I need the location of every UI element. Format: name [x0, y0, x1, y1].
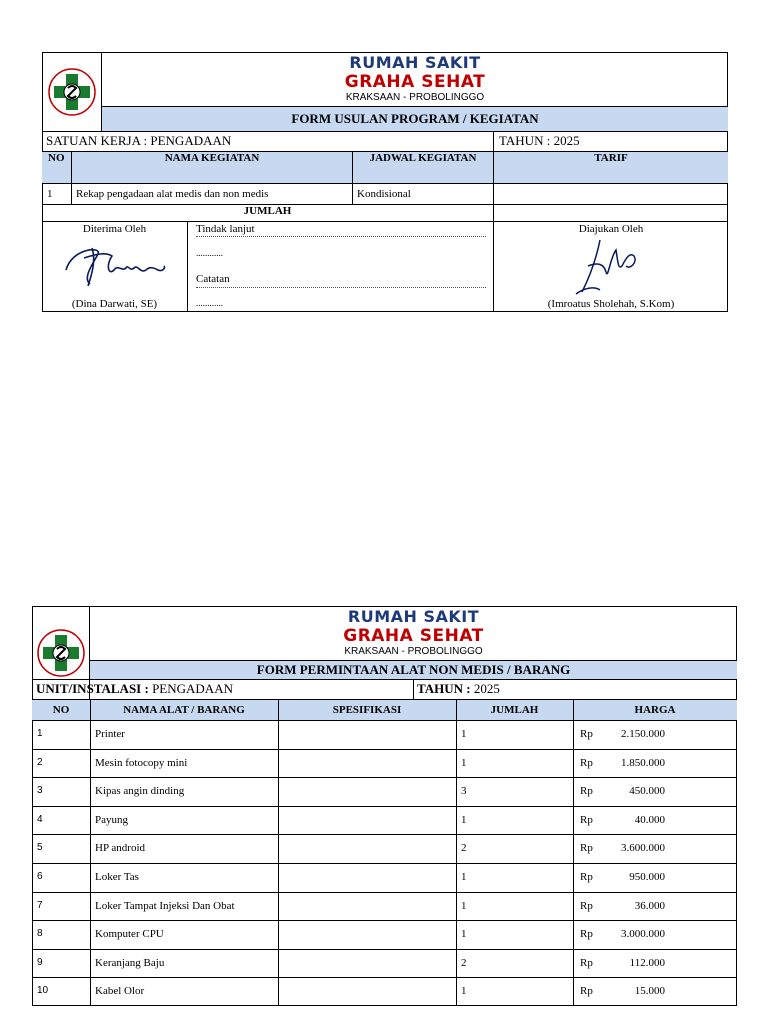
form1-year: TAHUN : 2025	[499, 133, 580, 148]
form2-col-name: NAMA ALAT / BARANG	[123, 704, 245, 716]
table-row-qty: 1	[461, 900, 467, 912]
table-row-name: HP android	[95, 842, 146, 854]
form2-year	[417, 680, 500, 698]
form1-row-schedule: Kondisional	[357, 188, 411, 200]
hospital-logo-icon	[47, 67, 97, 117]
hospital-name-line1: RUMAH SAKIT	[349, 53, 481, 72]
form2-col-qty: JUMLAH	[490, 704, 539, 716]
form1-notes-label: Catatan	[196, 273, 230, 285]
form2-unit	[36, 680, 233, 698]
form1-col-no: NO	[48, 152, 65, 164]
hospital-logo-icon-2	[36, 628, 86, 678]
hospital-name-line2-2: GRAHA SEHAT	[343, 626, 484, 646]
signature-imroatus-icon	[570, 236, 650, 298]
table-row-no: 3	[37, 785, 43, 796]
table-row-currency: Rp	[580, 957, 593, 969]
table-row-no: 1	[37, 728, 43, 739]
form1-total-label: JUMLAH	[243, 205, 292, 217]
table-row-qty: 1	[461, 928, 467, 940]
table-row-qty: 1	[461, 814, 467, 826]
form2-unit-label: UNIT/INSTALASI :	[36, 681, 149, 696]
form1-unit: SATUAN KERJA : PENGADAAN	[46, 133, 232, 148]
table-row-no: 8	[37, 928, 43, 939]
form1-title	[102, 106, 728, 131]
hospital-location: KRAKSAAN - PROBOLINGGO	[345, 92, 485, 103]
form1-row-name: Rekap pengadaan alat medis dan non medis	[76, 188, 269, 200]
table-row-name: Printer	[95, 728, 125, 740]
table-row-currency: Rp	[580, 757, 593, 769]
table-row-qty: 2	[461, 842, 467, 854]
table-row-qty: 1	[461, 871, 467, 883]
form1-notes-dots: ............	[196, 298, 223, 308]
form1-col-schedule: JADWAL KEGIATAN	[369, 152, 477, 164]
table-row-qty: 2	[461, 957, 467, 969]
table-row-currency: Rp	[580, 842, 593, 854]
table-row-currency: Rp	[580, 814, 593, 826]
form1-followup-dots: ............	[196, 248, 223, 258]
table-row-no: 7	[37, 900, 43, 911]
form1-title-text: FORM USULAN PROGRAM / KEGIATAN	[291, 111, 539, 126]
form2-title-text: FORM PERMINTAAN ALAT NON MEDIS / BARANG	[256, 662, 571, 677]
table-row-price: 40.000	[634, 814, 665, 826]
table-row-price: 112.000	[629, 957, 665, 969]
table-row-price: 3.600.000	[621, 842, 665, 854]
table-row-qty: 1	[461, 757, 467, 769]
table-row-price: 950.000	[629, 871, 665, 883]
table-row-no: 10	[37, 985, 49, 996]
table-row-price: 36.000	[634, 900, 665, 912]
form1-col-name: NAMA KEGIATAN	[164, 152, 260, 164]
table-row-no: 2	[37, 757, 43, 768]
table-row-no: 4	[37, 814, 43, 825]
table-row-price: 450.000	[629, 785, 665, 797]
form2-col-spec: SPESIFIKASI	[332, 704, 402, 716]
form1-followup-label: Tindak lanjut	[196, 223, 255, 235]
signature-dina-icon	[62, 240, 172, 290]
form2-year-label: TAHUN :	[417, 681, 471, 696]
table-row-currency: Rp	[580, 871, 593, 883]
hospital-location-2: KRAKSAAN - PROBOLINGGO	[344, 646, 483, 657]
table-row-currency: Rp	[580, 728, 593, 740]
table-row-qty: 1	[461, 985, 467, 997]
form2-col-no: NO	[52, 704, 70, 716]
form1-received-name: (Dina Darwati, SE)	[71, 298, 158, 310]
table-row-name: Payung	[95, 814, 128, 826]
hospital-name-line2: GRAHA SEHAT	[344, 72, 486, 92]
table-row-price: 3.000.000	[621, 928, 665, 940]
form1-submitted-name: (Imroatus Sholehah, S.Kom)	[547, 298, 675, 310]
table-row-currency: Rp	[580, 785, 593, 797]
table-row-qty: 3	[461, 785, 467, 797]
form2-title	[90, 660, 737, 679]
table-row-no: 9	[37, 957, 43, 968]
table-row-name: Keranjang Baju	[95, 957, 165, 969]
table-row-name: Mesin fotocopy mini	[95, 757, 188, 769]
table-row-qty: 1	[461, 728, 467, 740]
form1-received-label: Diterima Oleh	[82, 223, 147, 235]
table-row-price: 15.000	[634, 985, 665, 997]
hospital-name-line1-2: RUMAH SAKIT	[347, 607, 480, 626]
table-row-currency: Rp	[580, 900, 593, 912]
table-row-price: 1.850.000	[621, 757, 665, 769]
table-row-name: Kipas angin dinding	[95, 785, 185, 797]
table-row-name: Loker Tas	[95, 871, 139, 883]
hospital-logo-cell	[42, 52, 102, 131]
form2-col-price: HARGA	[634, 704, 676, 716]
hospital-heading-2	[90, 606, 737, 660]
table-row-name: Kabel Olor	[95, 985, 145, 997]
form1-row-no: 1	[47, 188, 53, 200]
form2-unit-value: PENGADAAN	[152, 681, 233, 696]
table-row-name: Komputer CPU	[95, 928, 164, 940]
form1-col-tariff: TARIF	[594, 152, 628, 164]
table-row-no: 5	[37, 842, 43, 853]
hospital-heading	[102, 52, 728, 106]
form2-year-value: 2025	[473, 681, 500, 696]
table-row-price: 2.150.000	[621, 728, 665, 740]
table-row-name: Loker Tampat Injeksi Dan Obat	[95, 900, 235, 912]
table-row-currency: Rp	[580, 985, 593, 997]
table-row-currency: Rp	[580, 928, 593, 940]
form1-submitted-label: Diajukan Oleh	[578, 223, 644, 235]
table-row-no: 6	[37, 871, 43, 882]
